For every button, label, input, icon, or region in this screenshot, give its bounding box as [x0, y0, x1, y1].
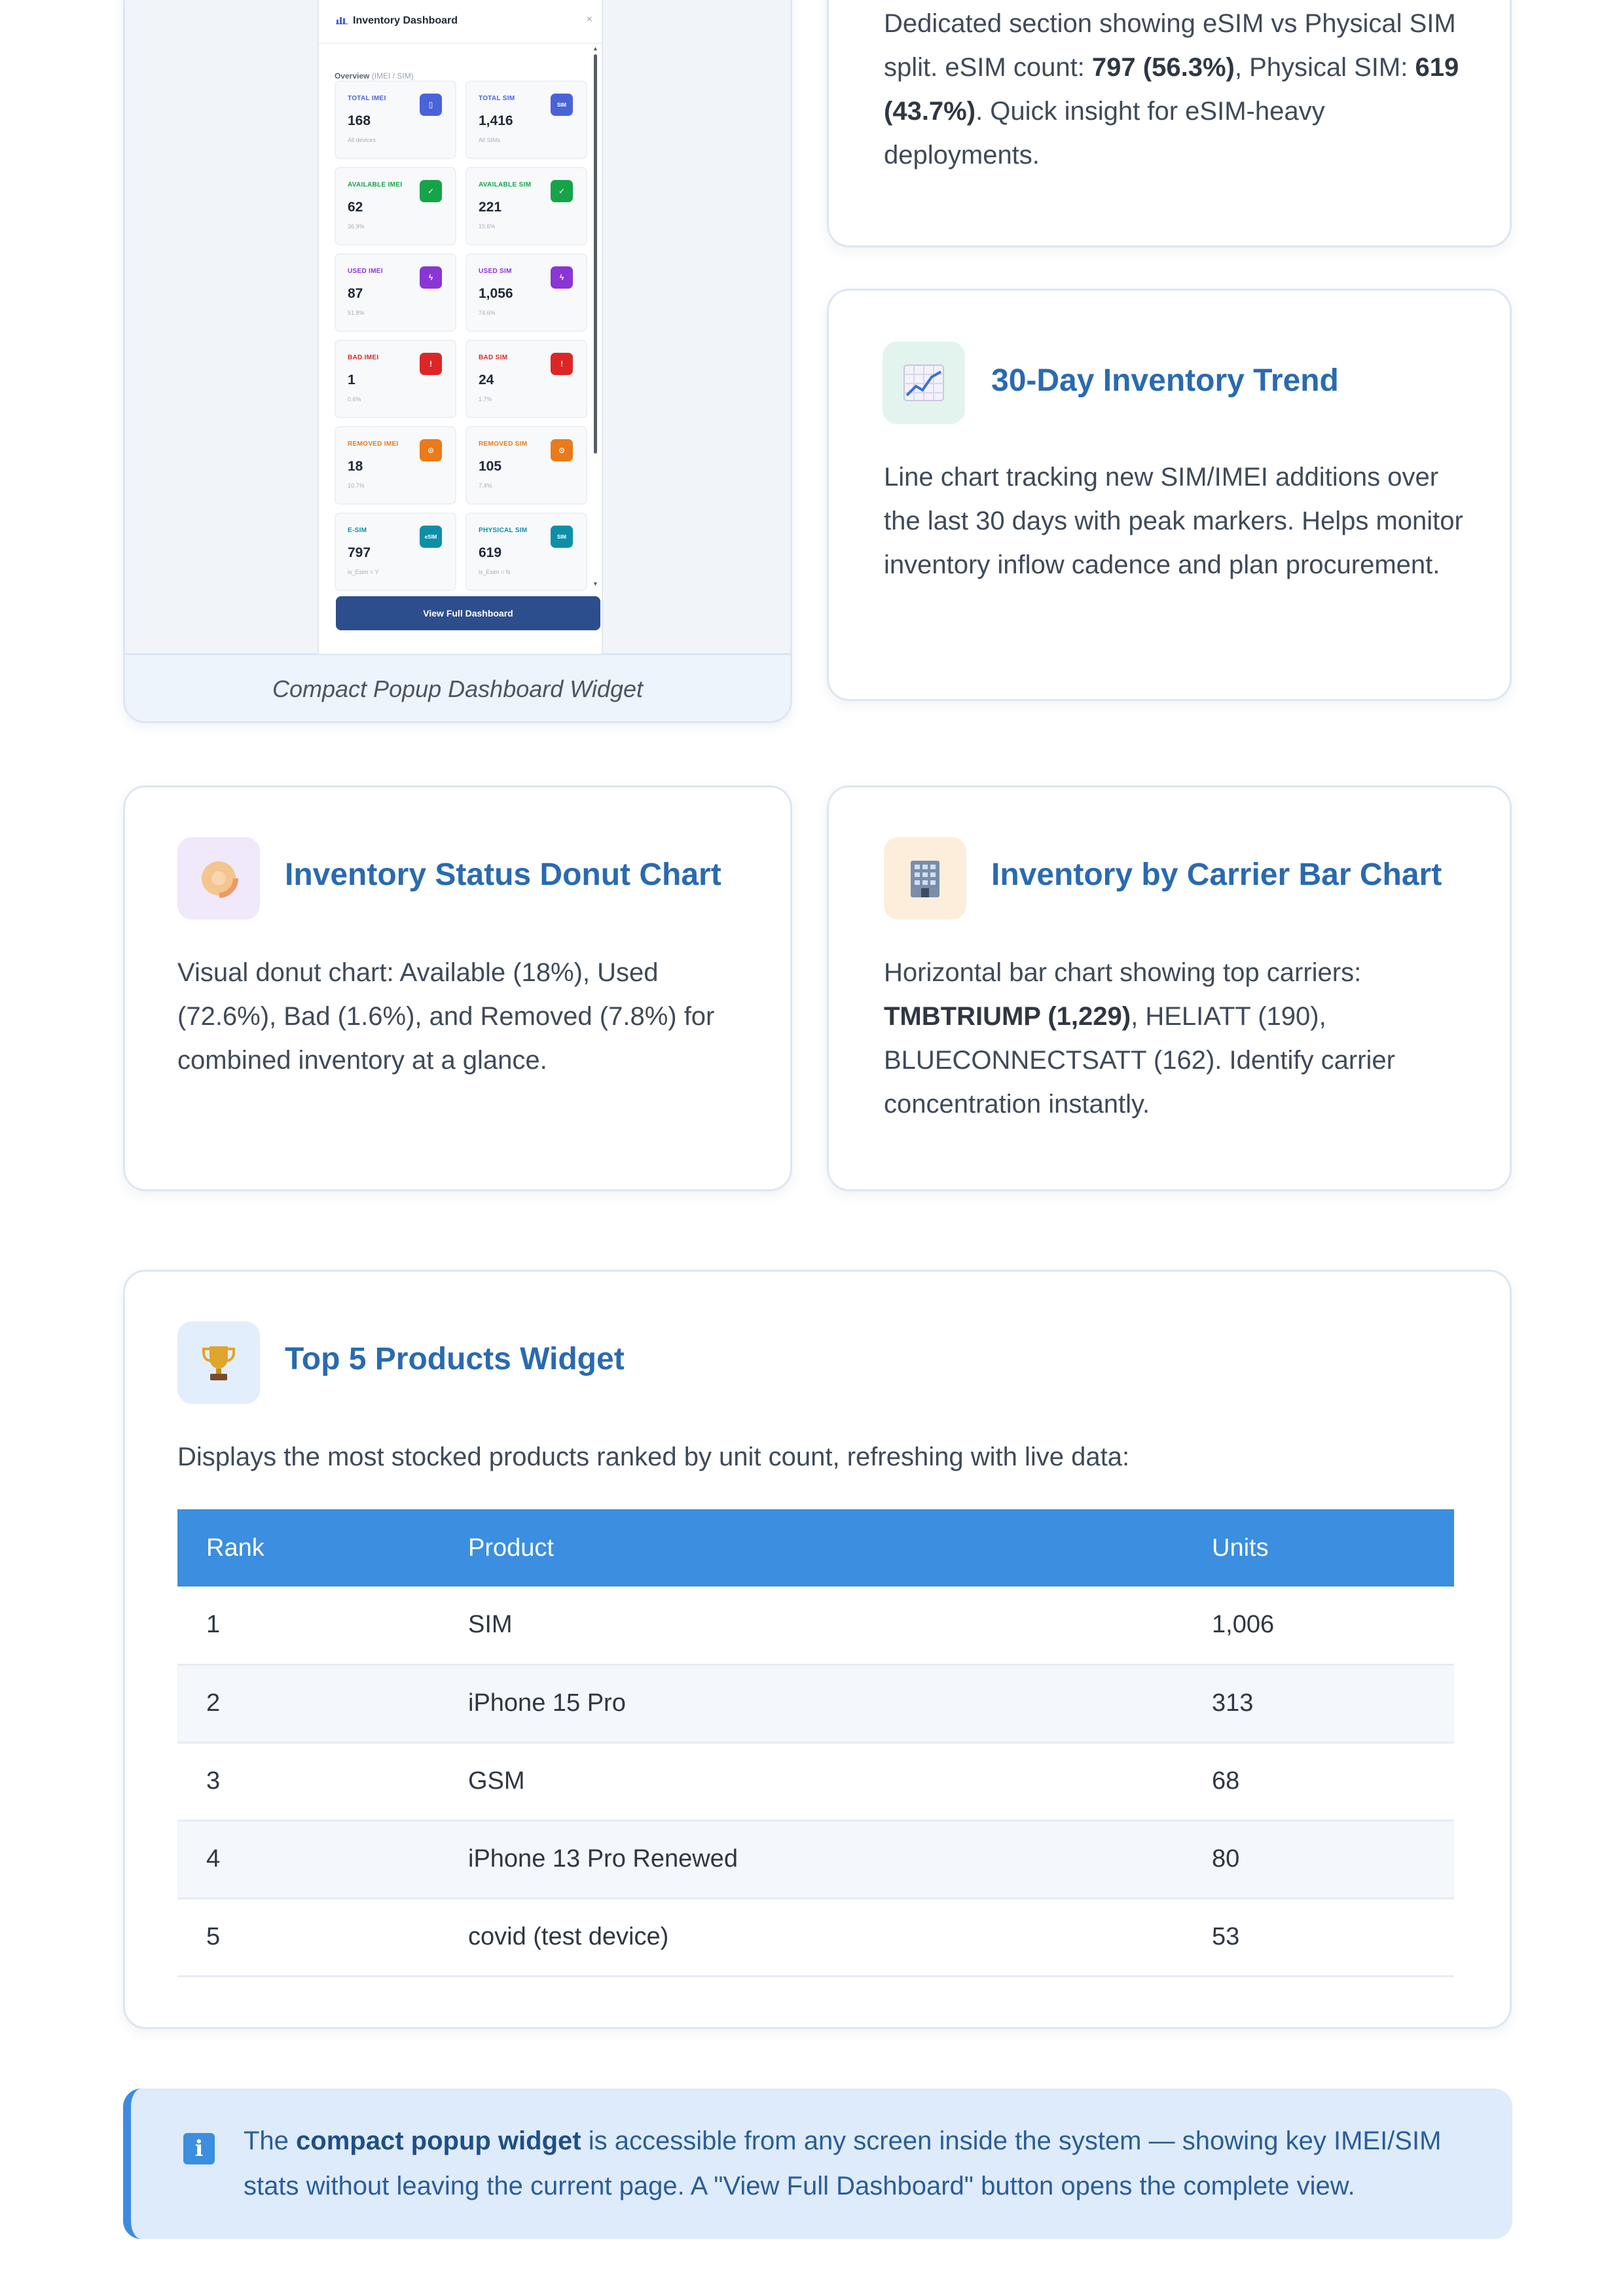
- table-row: [177, 1742, 1454, 1820]
- stat-label: PHYSICAL SIM: [479, 527, 528, 534]
- info-icon: i: [183, 2133, 215, 2164]
- stat-subtext: is_Esim = N: [479, 569, 511, 575]
- trend-card-body: Line chart tracking new SIM/IMEI additions over the last 30 days with peak markers. Helps monitor inventory inflow cadence and plan procurement.: [884, 463, 1463, 579]
- stat-tile: [465, 253, 587, 332]
- table-row: [177, 1898, 1454, 1976]
- trophy-icon: [177, 1321, 260, 1404]
- stat-tile: [335, 253, 456, 332]
- stat-value: 797: [348, 545, 371, 560]
- cell-product: iPhone 13 Pro Renewed: [439, 1820, 1183, 1898]
- donut-icon: [177, 837, 260, 920]
- stat-value: 24: [479, 372, 494, 387]
- sim-icon: SIM: [551, 526, 573, 548]
- cell-rank: 2: [177, 1664, 439, 1742]
- popup-title: [336, 15, 458, 27]
- view-full-dashboard-button[interactable]: View Full Dashboard: [336, 596, 600, 630]
- scroll-down-icon[interactable]: ▼: [593, 581, 598, 587]
- stat-label: REMOVED IMEI: [348, 440, 399, 448]
- stat-tile: [335, 81, 456, 159]
- stat-value: 619: [479, 545, 502, 560]
- stat-value: 1,056: [479, 286, 513, 301]
- building-icon: [884, 837, 966, 920]
- sim-icon: SIM: [551, 94, 573, 116]
- carrier-text-2: , HELIATT (190), BLUECONNECTSATT (162). Identify carrier concentration instantly.: [884, 1002, 1395, 1119]
- overview-label: [335, 71, 414, 81]
- esim-card: [827, 0, 1512, 247]
- esim-text-3: . Quick insight for eSIM-heavy deployments.: [884, 97, 1325, 170]
- carrier-text-1: Horizontal bar chart showing top carriers:: [884, 958, 1362, 987]
- stat-label: TOTAL IMEI: [348, 95, 386, 102]
- table-row: [177, 1820, 1454, 1898]
- stat-tile: [465, 167, 587, 245]
- cell-units: 1,006: [1183, 1587, 1454, 1664]
- table-row: [177, 1664, 1454, 1742]
- trend-card-title: 30-Day Inventory Trend: [991, 363, 1339, 398]
- info-callout: [123, 2089, 1512, 2239]
- bolt-icon: ϟ: [420, 266, 442, 289]
- cell-product: GSM: [439, 1742, 1183, 1820]
- cell-rank: 5: [177, 1898, 439, 1976]
- carrier-card: [827, 785, 1512, 1191]
- popup-screenshot-card: [123, 0, 792, 723]
- stat-value: 87: [348, 286, 363, 301]
- donut-card: [123, 785, 792, 1191]
- stat-subtext: 36.9%: [348, 223, 365, 230]
- check-icon: ✓: [420, 180, 442, 202]
- stat-label: USED IMEI: [348, 268, 383, 275]
- stat-tile: [465, 81, 587, 159]
- stat-subtext: 1.7%: [479, 396, 492, 403]
- stat-value: 1,416: [479, 113, 513, 128]
- stat-label: REMOVED SIM: [479, 440, 528, 448]
- carrier-card-title: Inventory by Carrier Bar Chart: [991, 857, 1442, 892]
- stat-label: USED SIM: [479, 268, 512, 275]
- scroll-up-icon[interactable]: ▲: [593, 45, 598, 52]
- physical-sim-count: 619 (43.7%): [884, 53, 1459, 126]
- donut-card-title: Inventory Status Donut Chart: [285, 857, 721, 892]
- stat-subtext: All devices: [348, 137, 376, 143]
- inventory-popup: [318, 0, 603, 654]
- esim-card-body: [884, 2, 1464, 177]
- bar-chart-icon: [336, 15, 348, 24]
- table-header-row: [177, 1509, 1454, 1587]
- stat-subtext: 74.6%: [479, 310, 496, 316]
- popup-title-text: Inventory Dashboard: [353, 15, 458, 26]
- stat-tile: [335, 512, 456, 591]
- bolt-icon: ϟ: [551, 266, 573, 289]
- cell-rank: 4: [177, 1820, 439, 1898]
- cell-units: 53: [1183, 1898, 1454, 1976]
- removed-icon: ⊙: [420, 439, 442, 461]
- stat-subtext: 15.6%: [479, 223, 496, 230]
- stat-tile: [335, 426, 456, 505]
- info-highlight: compact popup widget: [296, 2126, 581, 2155]
- stat-subtext: 0.6%: [348, 396, 361, 403]
- popup-header: [319, 2, 602, 44]
- stat-value: 62: [348, 200, 363, 215]
- column-header-product: Product: [439, 1509, 1183, 1587]
- stat-tile: [465, 512, 587, 591]
- table-row: [177, 1587, 1454, 1664]
- esim-icon: eSIM: [420, 526, 442, 548]
- stat-subtext: 7.4%: [479, 482, 492, 489]
- popup-scrollbar[interactable]: [594, 54, 597, 454]
- donut-card-body: Visual donut chart: Available (18%), Used (72.6%), Bad (1.6%), and Removed (7.8%) for combined inventory at a glance.: [177, 958, 715, 1075]
- stat-subtext: is_Esim = Y: [348, 569, 379, 575]
- stat-value: 18: [348, 459, 363, 474]
- cell-units: 80: [1183, 1820, 1454, 1898]
- warning-icon: !: [420, 353, 442, 375]
- cell-units: 313: [1183, 1664, 1454, 1742]
- cell-product: covid (test device): [439, 1898, 1183, 1976]
- info-text: [244, 2119, 1460, 2209]
- phone-icon: ▯: [420, 94, 442, 116]
- removed-icon: ⊙: [551, 439, 573, 461]
- stat-label: BAD SIM: [479, 354, 508, 361]
- top5-card-title: Top 5 Products Widget: [285, 1342, 625, 1376]
- stat-value: 1: [348, 372, 356, 387]
- carrier-card-body: [884, 951, 1470, 1126]
- trend-chart-icon: [883, 342, 965, 424]
- top5-card-intro: Displays the most stocked products ranked by unit count, refreshing with live data:: [177, 1443, 1130, 1471]
- stat-tile: [465, 340, 587, 418]
- check-icon: ✓: [551, 180, 573, 202]
- info-text-1: The: [244, 2126, 297, 2155]
- top-carrier: TMBTRIUMP (1,229): [884, 1002, 1131, 1031]
- esim-text-2: , Physical SIM:: [1234, 53, 1415, 82]
- stat-value: 221: [479, 200, 502, 215]
- stat-subtext: All SIMs: [479, 137, 501, 143]
- stat-value: 168: [348, 113, 371, 128]
- screenshot-caption: Compact Popup Dashboard Widget: [272, 675, 643, 702]
- screenshot-area: [125, 0, 790, 655]
- stat-subtext: 10.7%: [348, 482, 365, 489]
- trend-card: [827, 289, 1512, 701]
- overview-text: Overview: [335, 71, 370, 81]
- stat-label: AVAILABLE IMEI: [348, 181, 403, 188]
- stat-label: BAD IMEI: [348, 354, 379, 361]
- column-header-units: Units: [1183, 1509, 1454, 1587]
- warning-icon: !: [551, 353, 573, 375]
- cell-product: iPhone 15 Pro: [439, 1664, 1183, 1742]
- stat-label: TOTAL SIM: [479, 95, 515, 102]
- info-text-2: is accessible from any screen inside the system — showing key IMEI/SIM stats without leaving the current page. A "View Full Dashboard" button opens the complete view.: [244, 2126, 1442, 2200]
- stat-tile: [335, 340, 456, 418]
- stat-value: 105: [479, 459, 502, 474]
- column-header-rank: Rank: [177, 1509, 439, 1587]
- stat-tile: [465, 426, 587, 505]
- esim-count: 797 (56.3%): [1091, 53, 1235, 82]
- table-body: [177, 1587, 1454, 1976]
- cell-units: 68: [1183, 1742, 1454, 1820]
- overview-hint: (IMEI / SIM): [371, 71, 414, 81]
- esim-text-1: Dedicated section showing eSIM vs Physical SIM split. eSIM count:: [884, 9, 1456, 82]
- top5-card: [123, 1270, 1512, 2029]
- stat-label: E-SIM: [348, 527, 367, 534]
- stat-tile: [335, 167, 456, 245]
- close-icon[interactable]: ×: [586, 14, 593, 25]
- top-products-table: [177, 1509, 1454, 1977]
- stat-subtext: 51.8%: [348, 310, 365, 316]
- cell-rank: 1: [177, 1587, 439, 1664]
- cell-rank: 3: [177, 1742, 439, 1820]
- cell-product: SIM: [439, 1587, 1183, 1664]
- stat-label: AVAILABLE SIM: [479, 181, 532, 188]
